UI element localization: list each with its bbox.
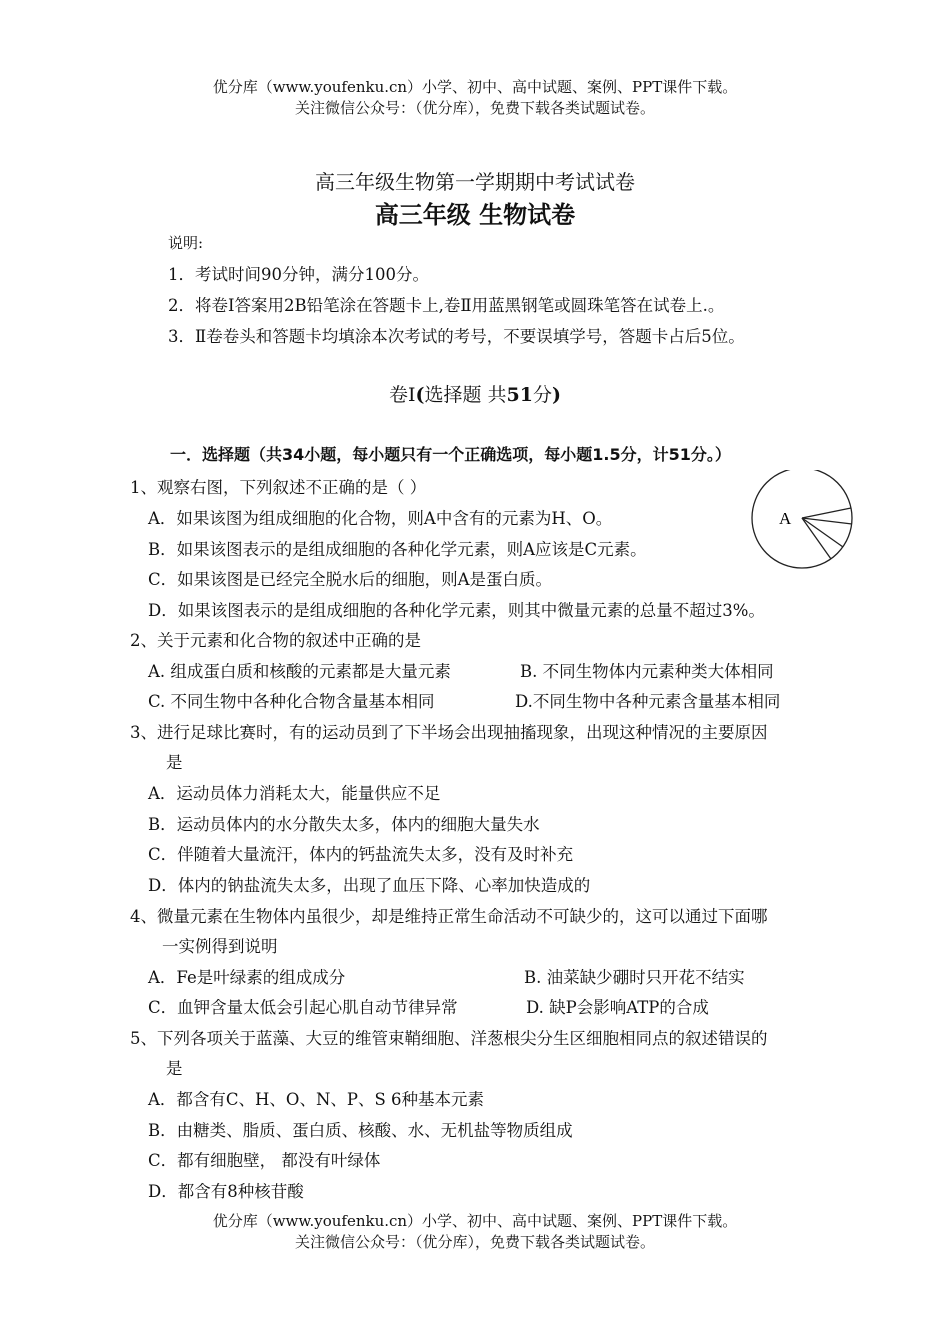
question-1-option-a: A．如果该图为组成细胞的化合物，则A中含有的元素为H、O。: [148, 509, 613, 528]
question-5-stem-cont: 是: [166, 1059, 183, 1078]
question-3-option-d: D．体内的钠盐流失太多，出现了血压下降、心率加快造成的: [148, 876, 591, 895]
header-source-line: 优分库（www.youfenku.cn）小学、初中、高中试题、案例、PPT课件下载。: [212, 78, 738, 96]
question-3-stem-cont: 是: [166, 753, 183, 772]
question-4-option-c: C．血钾含量太低会引起心肌自动节律异常: [148, 998, 458, 1017]
question-2-option-a: A. 组成蛋白质和核酸的元素都是大量元素: [148, 662, 451, 681]
question-4-option-d: D. 缺P会影响ATP的合成: [526, 998, 709, 1017]
question-4-option-b: B. 油菜缺少硼时只开花不结实: [524, 968, 745, 987]
question-3-option-a: A．运动员体力消耗太大，能量供应不足: [148, 784, 441, 803]
footer-source-line: 优分库（www.youfenku.cn）小学、初中、高中试题、案例、PPT课件下载。: [212, 1212, 738, 1230]
choice-instructions: 一．选择题（共34小题，每小题只有一个正确选项，每小题1.5分，计51分。）: [170, 445, 731, 464]
pie-figure: [750, 470, 860, 570]
question-5-option-a: A．都含有C、H、O、N、P、S 6种基本元素: [148, 1090, 485, 1109]
pie-divider-4: [802, 518, 831, 559]
question-5-option-d: D．都含有8种核苷酸: [148, 1182, 304, 1201]
section-heading: [0, 380, 950, 407]
section-open: (: [415, 384, 425, 406]
question-5-option-c: C．都有细胞壁， 都没有叶绿体: [148, 1151, 381, 1170]
question-5-option-b: B．由糖类、脂质、蛋白质、核酸、水、无机盐等物质组成: [148, 1121, 573, 1140]
notes-item-3: 3．Ⅱ卷卷头和答题卡均填涂本次考试的考号，不要误填学号，答题卡占后5位。: [168, 327, 745, 346]
question-1-option-b: B．如果该图表示的是组成细胞的各种化学元素，则A应该是C元素。: [148, 540, 647, 559]
notes-item-1: 1．考试时间90分钟，满分100分。: [168, 265, 429, 284]
question-4-stem: 4、微量元素在生物体内虽很少，却是维持正常生命活动不可缺少的，这可以通过下面哪: [130, 907, 768, 926]
question-1-option-d: D．如果该图表示的是组成细胞的各种化学元素，则其中微量元素的总量不超过3%。: [148, 601, 765, 620]
question-4-option-a: A．Fe是叶绿素的组成成分: [148, 968, 346, 987]
question-4-stem-cont: 一实例得到说明: [162, 937, 278, 956]
section-label: 选择题 共: [424, 384, 507, 406]
section-unit: 分: [533, 384, 553, 406]
notes-item-2: 2．将卷Ⅰ答案用2B铅笔涂在答题卡上,卷Ⅱ用蓝黑钢笔或圆珠笔答在试卷上.。: [168, 296, 725, 315]
exam-title: 高三年级 生物试卷: [374, 201, 576, 229]
section-close: ): [552, 384, 562, 406]
question-2-option-d: D.不同生物中各种元素含量基本相同: [515, 692, 781, 711]
header-wechat-line: 关注微信公众号：（优分库），免费下载各类试题试卷。: [294, 99, 655, 117]
notes-label: 说明:: [168, 234, 204, 252]
section-score: 51: [506, 384, 533, 406]
question-3-option-b: B．运动员体内的水分散失太多，体内的细胞大量失水: [148, 815, 540, 834]
question-1-option-c: C．如果该图是已经完全脱水后的细胞，则A是蛋白质。: [148, 570, 553, 589]
question-3-stem: 3、进行足球比赛时，有的运动员到了下半场会出现抽搐现象，出现这种情况的主要原因: [130, 723, 768, 742]
exam-subtitle: 高三年级生物第一学期期中考试试卷: [315, 170, 635, 194]
footer-wechat-line: 关注微信公众号：（优分库），免费下载各类试题试卷。: [294, 1233, 655, 1251]
question-1-stem: 1、观察右图，下列叙述不正确的是（ ）: [130, 478, 427, 497]
section-prefix: 卷Ⅰ: [388, 384, 416, 406]
pie-divider-1: [802, 508, 851, 518]
question-5-stem: 5、下列各项关于蓝藻、大豆的维管束鞘细胞、洋葱根尖分生区细胞相同点的叙述错误的: [130, 1029, 768, 1048]
question-2-option-c: C. 不同生物中各种化合物含量基本相同: [148, 692, 435, 711]
question-2-stem: 2、关于元素和化合物的叙述中正确的是: [130, 631, 421, 650]
question-3-option-c: C．伴随着大量流汗，体内的钙盐流失太多，没有及时补充: [148, 845, 574, 864]
question-2-option-b: B. 不同生物体内元素种类大体相同: [520, 662, 774, 681]
pie-label-a: A: [779, 509, 792, 528]
